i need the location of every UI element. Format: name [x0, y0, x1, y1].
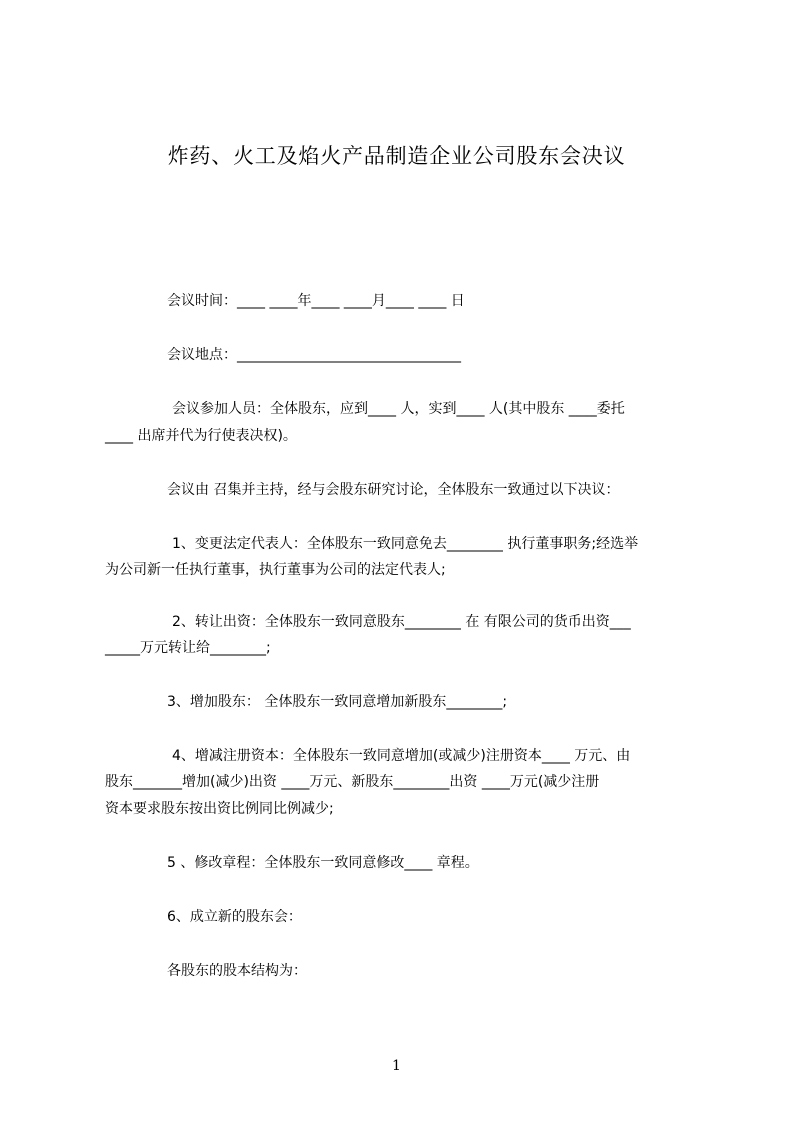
- resolution-item-4-line-3: 资本要求股东按出资比例同比例减少;: [105, 801, 334, 817]
- resolution-item-2-line-1: 2、转让出资：全体股东一致同意股东________ 在 有限公司的货币出资___: [172, 614, 631, 630]
- page-number: 1: [392, 1058, 401, 1074]
- meeting-time-line: 会议时间：____ ____年____ ____月____ ____ 日: [167, 293, 465, 309]
- resolution-item-1-line-1: 1、变更法定代表人：全体股东一致同意免去________ 执行董事职务;经选举: [172, 536, 639, 552]
- resolution-item-2-line-2: _____万元转让给________;: [105, 640, 271, 656]
- resolution-item-4-line-1: 4、增减注册资本：全体股东一致同意增加(或减少)注册资本____ 万元、由: [172, 748, 631, 764]
- resolution-item-3: 3、增加股东： 全体股东一致同意增加新股东________;: [167, 694, 508, 710]
- document-title: 炸药、火工及焰火产品制造企业公司股东会决议: [167, 144, 626, 168]
- resolution-item-4-line-2: 股东_______增加(减少)出资 ____万元、新股东________出资 ____万元(减少注册: [105, 774, 600, 790]
- meeting-place-line: 会议地点：________________________________: [167, 347, 461, 363]
- attendees-line-2: ____ 出席并代为行使表决权)。: [105, 428, 297, 444]
- resolution-item-5: 5 、修改章程：全体股东一致同意修改____ 章程。: [167, 855, 479, 871]
- attendees-line-1: 会议参加人员：全体股东，应到____ 人，实到____ 人(其中股东 ____委托: [172, 401, 625, 417]
- resolution-item-1-line-2: 为公司新一任执行董事，执行董事为公司的法定代表人;: [105, 562, 446, 578]
- equity-structure-line: 各股东的股本结构为：: [167, 963, 307, 979]
- meeting-intro-line: 会议由 召集并主持，经与会股东研究讨论，全体股东一致通过以下决议：: [167, 482, 620, 498]
- resolution-item-6: 6、成立新的股东会：: [167, 909, 302, 925]
